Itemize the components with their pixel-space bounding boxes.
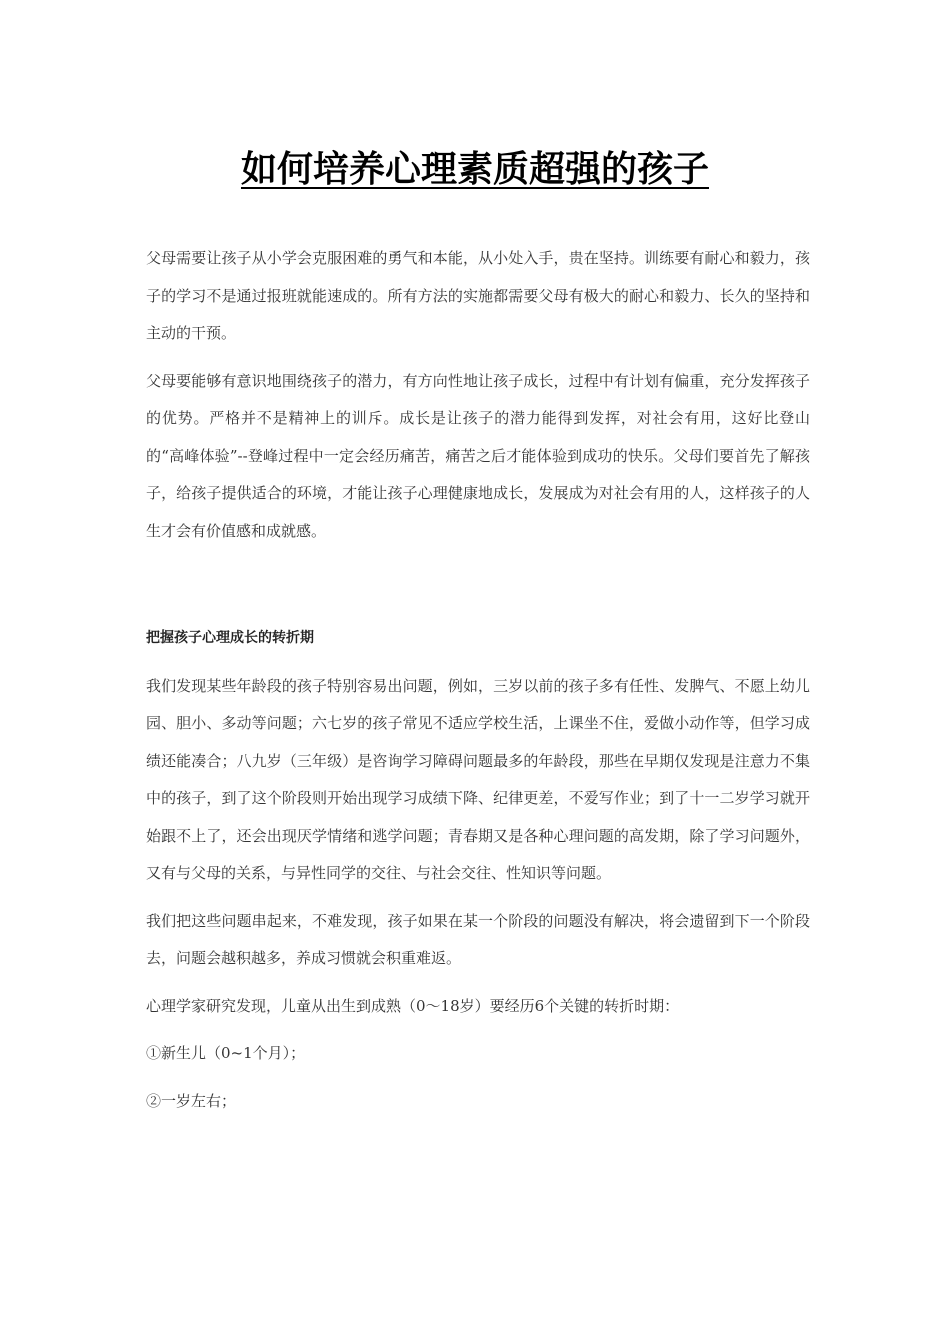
document-body xyxy=(146,240,810,1120)
document-title: 如何培养心理素质超强的孩子 xyxy=(240,149,709,190)
section-heading: 把握孩子心理成长的转折期 xyxy=(146,630,314,646)
section-paragraph-3: 心理学家研究发现，儿童从出生到成熟（0～18岁）要经历6个关键的转折时期： xyxy=(146,996,680,1015)
intro-paragraph-2: 父母要能够有意识地围绕孩子的潜力，有方向性地让孩子成长，过程中有计划有偏重，充分发挥孩子的优势。严格并不是精神上的训斥。成长是让孩子的潜力能得到发挥，对社会有用，这好比登山的“高峰体验”--登峰过程中一定会经历痛苦，痛苦之后才能体验到成功的快乐。父母们要首先了解孩子，给孩子提供适合的环境，才能让孩子心理健康地成长，发展成为对社会有用的人，这样孩子的人生才会有价值感和成就感。 xyxy=(146,371,810,540)
list-item-newborn: ①新生儿（0~1个月）； xyxy=(146,1044,306,1062)
section-paragraph-2: 我们把这些问题串起来，不难发现，孩子如果在某一个阶段的问题没有解决，将会遗留到下一个阶段去，问题会越积越多，养成习惯就会积重难返。 xyxy=(146,911,810,967)
intro-paragraph-1: 父母需要让孩子从小学会克服困难的勇气和本能，从小处入手，贵在坚持。训练要有耐心和毅力，孩子的学习不是通过报班就能速成的。所有方法的实施都需要父母有极大的耐心和毅力、长久的坚持和主动的干预。 xyxy=(146,249,810,342)
section-paragraph-1: 我们发现某些年龄段的孩子特别容易出问题，例如，三岁以前的孩子多有任性、发脾气、不愿上幼儿园、胆小、多动等问题；六七岁的孩子常见不适应学校生活，上课坐不住，爱做小动作等，但学习成绩还能凑合；八九岁（三年级）是咨询学习障碍问题最多的年龄段，那些在早期仅发现是注意力不集中的孩子，到了这个阶段则开始出现学习成绩下降、纪律更差，不爱写作业；到了十一二岁学习就开始跟不上了，还会出现厌学情绪和逃学问题；青春期又是各种心理问题的高发期，除了学习问题外，又有与父母的关系，与异性同学的交往、与社会交往、性知识等问题。 xyxy=(146,676,810,882)
list-item-one-year: ②一岁左右； xyxy=(146,1091,237,1110)
